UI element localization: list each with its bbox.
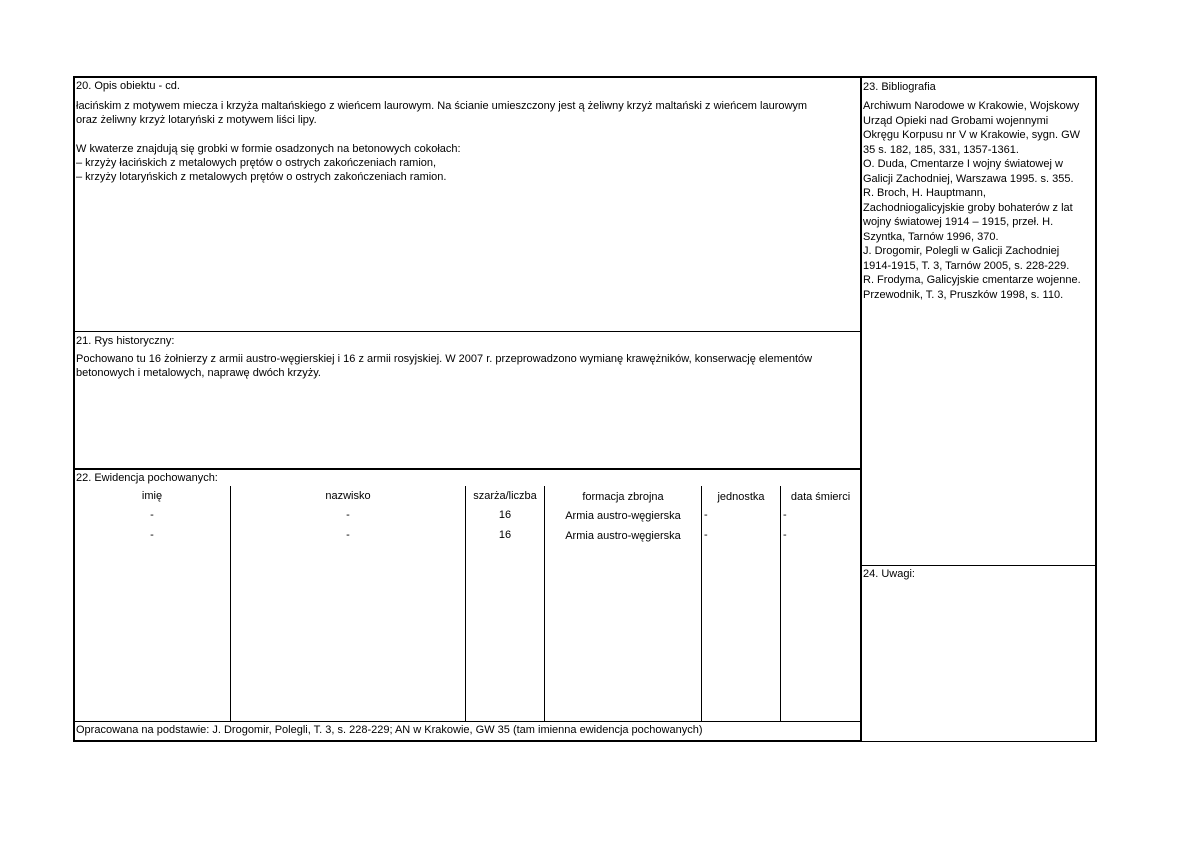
left-bottom-border [73,740,861,742]
bibliography-line: J. Drogomir, Polegli w Galicji Zachodniej [863,245,1060,257]
bibliography-line: Przewodnik, T. 3, Pruszków 1998, s. 110. [863,288,1064,301]
column-header-formation: formacja zbrojna [582,491,664,503]
section-21-heading: 21. Rys historyczny: [76,335,175,347]
bibliography-line: Galicji Zachodniej, Warszawa 1995. s. 355. [863,172,1074,185]
cell-formation: Armia austro-węgierska [565,510,681,522]
bibliography-line: R. Broch, H. Hauptmann, [863,187,986,199]
bibliography-line: wojny światowej 1914 – 1915, przeł. H. [863,216,1054,228]
column-header-unit: jednostka [717,491,765,503]
frame-right-border [1095,76,1097,742]
column-header-rank: szarża/liczba [473,490,537,502]
cell-surname: - [346,509,350,521]
section-21-line: betonowych i metalowych, naprawę dwóch krzyży. [76,367,321,379]
cell-date-of-death: - [783,529,787,541]
column-header-date-of-death: data śmierci [790,491,851,503]
section-20-line: W kwaterze znajdują się grobki w formie osadzonych na betonowych cokołach: [76,143,461,155]
divider-23-24 [861,565,1096,566]
source-note: Opracowana na podstawie: J. Drogomir, Polegli, T. 3, s. 228-229; AN w Krakowie, GW 35 (tam imienna ewidencja pochowanych) [76,724,703,736]
cell-first-name: - [150,529,154,541]
cell-rank: 16 [498,529,512,541]
cell-first-name: - [150,509,154,521]
frame-left-border [73,76,75,742]
cell-rank: 16 [498,509,512,521]
section-20-heading: 20. Opis obiektu - cd. [76,80,180,92]
cell-date-of-death: - [783,509,787,521]
frame-top-border [73,76,1097,78]
section-20-line: łacińskim z motywem miecza i krzyża maltańskiego z wieńcem laurowym. Na ścianie umieszczony jest ą żeliwny krzyż maltański z wieńcem laurowym [76,100,808,112]
section-24-heading: 24. Uwagi: [863,568,915,580]
bibliography-line: 35 s. 182, 185, 331, 1357-1361. [863,143,1019,156]
table-col-divider [780,486,781,721]
table-col-divider [701,486,702,721]
cell-surname: - [346,529,350,541]
cell-unit: - [704,529,708,541]
column-header-first-name: imię [141,490,163,502]
bibliography-line: Urząd Opieki nad Grobami wojennymi [863,114,1049,127]
section-21-line: Pochowano tu 16 żołnierzy z armii austro-węgierskiej i 16 z armii rosyjskiej. W 2007 r. przeprowadzono wymianę krawężników, konserwację elementów [76,353,813,365]
divider-20-21 [74,331,860,332]
cell-formation: Armia austro-węgierska [565,530,681,542]
bibliography-line: Zachodniogalicyjskie groby bohaterów z lat [863,201,1073,214]
column-divider [860,76,862,742]
bibliography-line: Szyntka, Tarnów 1996, 370. [863,230,999,243]
section-20-line: – krzyży łacińskich z metalowych prętów o ostrych zakończeniach ramion, [76,157,437,169]
section-22-heading: 22. Ewidencja pochowanych: [76,472,218,484]
divider-21-22 [74,468,860,470]
bibliography-line: Archiwum Narodowe w Krakowie, Wojskowy [863,100,1080,112]
bibliography-line: O. Duda, Cmentarze I wojny światowej w [863,158,1063,170]
right-bottom-border [861,741,1097,742]
divider-table-source [74,721,860,722]
bibliography-line: Okręgu Korpusu nr V w Krakowie, sygn. GW [863,129,1081,141]
section-20-line: – krzyży lotaryńskich z metalowych prętów o ostrych zakończeniach ramion. [76,171,447,183]
cell-unit: - [704,509,708,521]
section-20-line: oraz żeliwny krzyż lotaryński z motywem liści lipy. [76,114,317,126]
section-23-heading: 23. Bibliografia [863,81,936,93]
bibliography-line: R. Frodyma, Galicyjskie cmentarze wojenne. [863,274,1081,286]
column-header-surname: nazwisko [325,490,371,502]
bibliography-line: 1914-1915, T. 3, Tarnów 2005, s. 228-229. [863,259,1070,272]
